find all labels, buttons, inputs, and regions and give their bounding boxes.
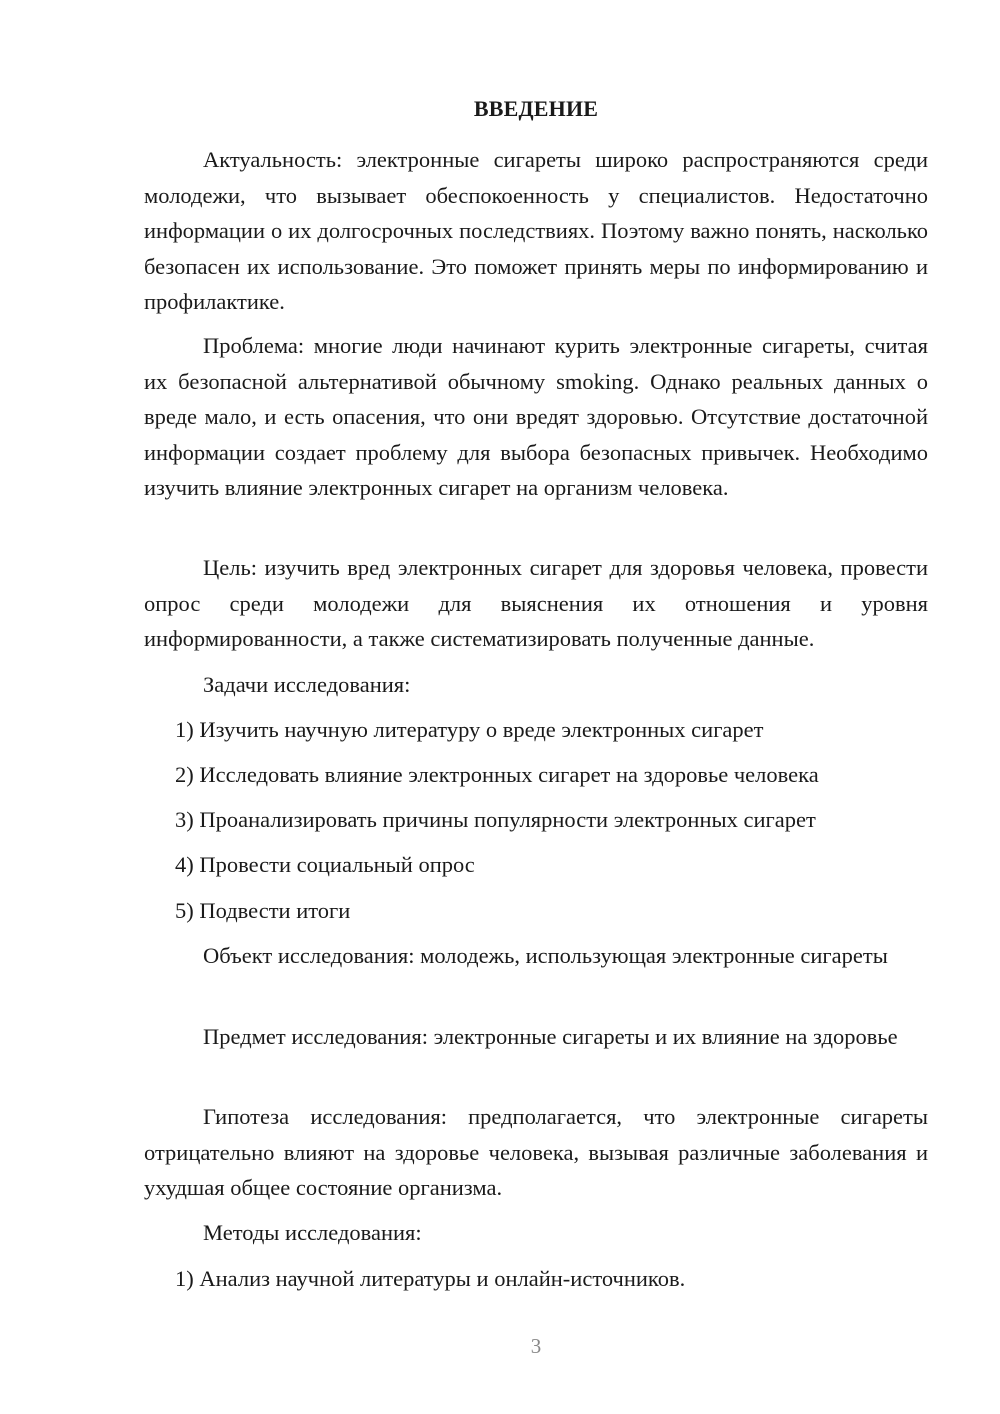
task-item: 5) Подвести итоги [175,898,351,923]
tasks-heading: Задачи исследования: [203,672,411,697]
hypothesis-paragraph: Гипотеза исследования: предполагается, что электронные сигареты отрицательно влияют на здоровье человека, вызывая различные заболевания и ухудшая общее состояние организма. [144,1104,928,1200]
task-item: 3) Проанализировать причины популярности электронных сигарет [175,807,816,832]
method-item: 1) Анализ научной литературы и онлайн-источников. [175,1266,686,1291]
problem-paragraph: Проблема: многие люди начинают курить электронные сигареты, считая их безопасной альтернативой обычному smoking. Однако реальных данных о вреде мало, и есть опасения, что они вредят здоровью. Отсутствие достаточной информации создает проблему для выбора безопасных привычек. Необходимо изучить влияние электронных сигарет на организм человека. [144,333,928,500]
relevance-paragraph: Актуальность: электронные сигареты широко распространяются среди молодежи, что вызывает обеспокоенность у специалистов. Недостаточно информации о их долгосрочных последствиях. Поэтому важно понять, насколько безопасен их использование. Это поможет принять меры по информированию и профилактике. [144,147,928,314]
object-paragraph: Объект исследования: молодежь, использующая электронные сигареты [203,943,888,968]
page-title: ВВЕДЕНИЕ [473,96,599,121]
subject-paragraph: Предмет исследования: электронные сигареты и их влияние на здоровье [203,1024,898,1049]
task-item: 1) Изучить научную литературу о вреде электронных сигарет [175,717,764,742]
task-item: 2) Исследовать влияние электронных сигарет на здоровье человека [175,762,819,787]
methods-heading: Методы исследования: [203,1220,422,1245]
task-item: 4) Провести социальный опрос [175,852,475,877]
goal-paragraph: Цель: изучить вред электронных сигарет для здоровья человека, провести опрос среди молодежи для выяснения их отношения и уровня информированности, а также систематизировать полученные данные. [144,555,928,651]
page-number: 3 [530,1334,542,1358]
